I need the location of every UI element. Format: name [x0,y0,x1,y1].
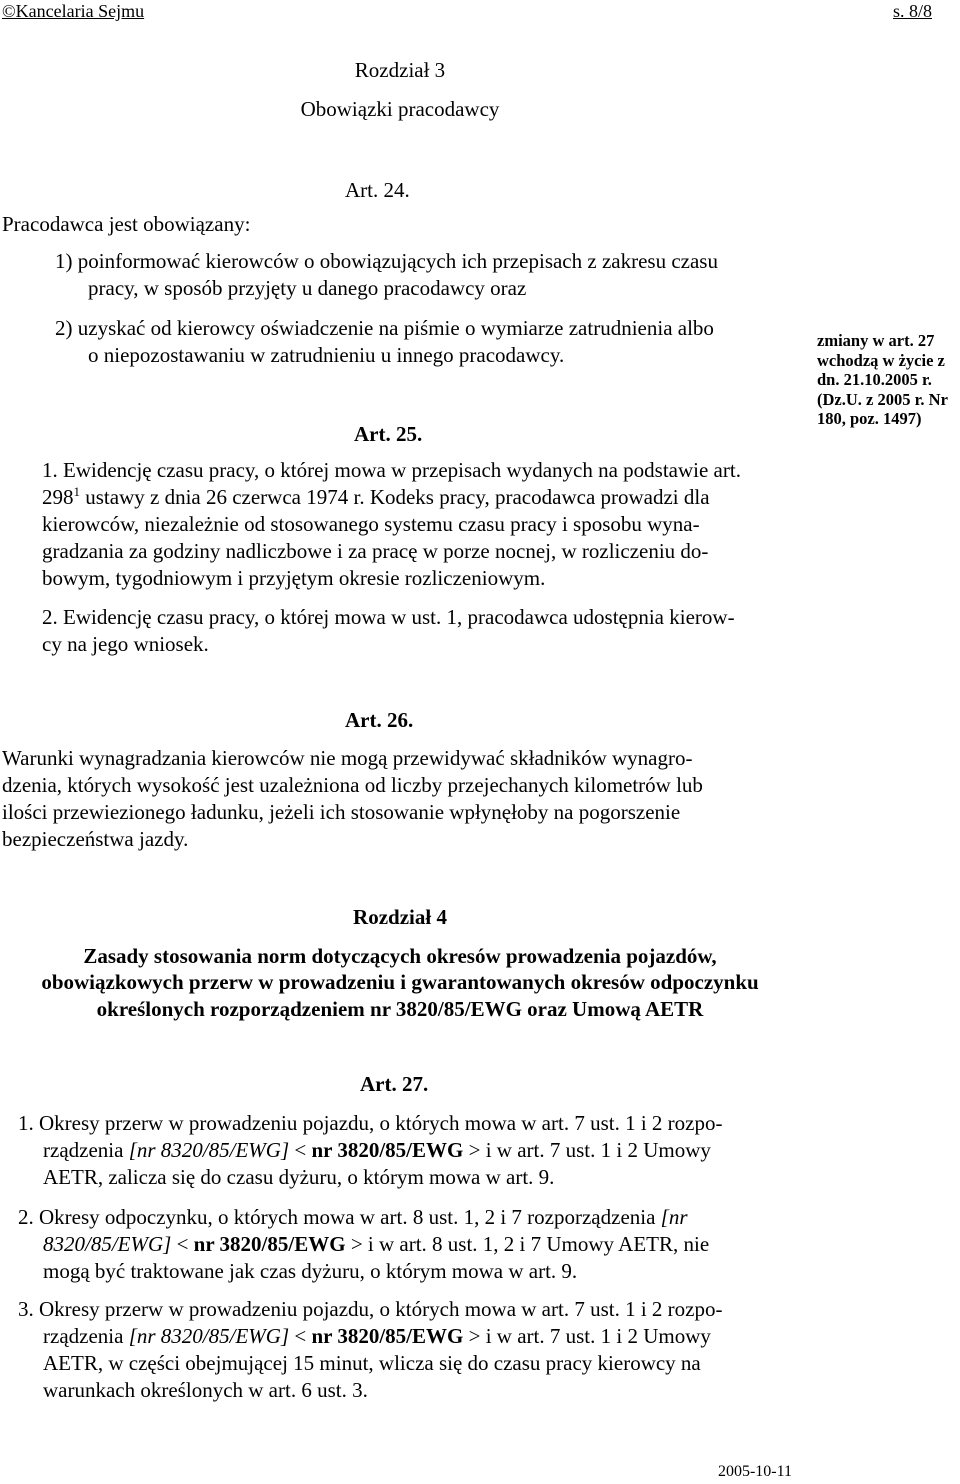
margin-note: zmiany w art. 27 wchodzą w życie z dn. 21.10.2005 r. (Dz.U. z 2005 r. Nr 180, poz. 1497) [817,331,948,428]
art-25-p1-line: 1. Ewidencję czasu pracy, o której mowa w przepisach wydanych na podstawie art. [42,458,741,482]
deleted-text: 8320/85/EWG] [43,1232,172,1256]
article-number: 298 [42,485,74,509]
art-26-line: Warunki wynagradzania kierowców nie mogą przewidywać składników wynagro- [2,746,693,770]
art-27-p1-line: AETR, zalicza się do czasu dyżuru, o którym mowa w art. 9. [43,1165,555,1189]
deleted-text: [nr 8320/85/EWG] [128,1324,290,1348]
art-25-p1-line: kierowców, niezależnie od stosowanego systemu czasu pracy i sposobu wyna- [42,512,700,536]
art-27-paragraph-3 [18,1296,798,1404]
art-24-item-1-line: 1) poinformować kierowców o obowiązujących ich przepisach z zakresu czasu [55,249,718,273]
copyright-header: ©Kancelaria Sejmu [2,1,145,21]
inserted-text: nr 3820/85/EWG [311,1138,464,1162]
art-27-p3-line: warunkach określonych w art. 6 ust. 3. [43,1378,368,1402]
art-24-item-2 [55,315,795,369]
deleted-text: [nr 8320/85/EWG] [128,1138,290,1162]
art-24-item-2-line: 2) uzyskać od kierowcy oświadczenie na piśmie o wymiarze zatrudnienia albo [55,316,714,340]
inserted-text: nr 3820/85/EWG [193,1232,346,1256]
art-24-intro: Pracodawca jest obowiązany: [2,212,251,236]
chapter-3-title: Rozdział 3 [354,58,446,82]
art-24-heading: Art. 24. [345,178,410,202]
art-26-paragraph [2,745,792,853]
art-25-heading: Art. 25. [354,422,423,446]
art-27-p1-line: 1. Okresy przerw w prowadzeniu pojazdu, o których mowa w art. 7 ust. 1 i 2 rozpo- [18,1111,723,1135]
art-24-item-1-line: pracy, w sposób przyjęty u danego pracodawcy oraz [88,276,527,300]
page-number-link[interactable]: s. 8/8 [892,1,932,21]
chapter-4-subtitle-line: Zasady stosowania norm dotyczących okresów prowadzenia pojazdów, [83,944,717,968]
art-24-item-1 [55,248,795,302]
text-run: rządzenia [43,1138,129,1162]
chapter-4-title: Rozdział 4 [353,905,447,929]
deleted-text: [nr [660,1205,688,1229]
art-27-paragraph-1 [18,1110,798,1191]
text-run: < [289,1138,312,1162]
art-26-line: dzenia, których wysokość jest uzależniona od liczby przejechanych kilometrów lub [2,773,703,797]
art-25-p1-line: bowym, tygodniowym i przyjętym okresie rozliczeniowym. [42,566,546,590]
art-27-p1-line [18,1137,798,1164]
art-27-p2-line [18,1204,798,1231]
art-27-p3-line [18,1323,798,1350]
art-26-line: bezpieczeństwa jazdy. [2,827,189,851]
inserted-text: nr 3820/85/EWG [311,1324,464,1348]
page-number[interactable] [893,0,932,22]
footer-date: 2005-10-11 [717,1463,792,1480]
art-25-p2-line: 2. Ewidencję czasu pracy, o której mowa w ust. 1, pracodawca udostępnia kierow- [42,605,735,629]
art-27-p2-line: mogą być traktowane jak czas dyżuru, o którym mowa w art. 9. [43,1259,578,1283]
chapter-4-subtitle-line: obowiązkowych przerw w prowadzeniu i gwarantowanych okresów odpoczynku [41,970,759,994]
art-25-paragraph-2 [2,604,792,658]
text-run: > i w art. 7 ust. 1 i 2 Umowy [463,1324,711,1348]
text-run: rządzenia [43,1324,129,1348]
chapter-3-subtitle: Obowiązki pracodawcy [300,97,500,121]
chapter-4-subtitle-line: określonych rozporządzeniem nr 3820/85/EWG oraz Umową AETR [96,997,704,1021]
art-25-p1-line [2,484,792,511]
art-27-heading: Art. 27. [360,1072,429,1096]
art-25-p2-line: cy na jego wniosek. [42,632,209,656]
text-run: > i w art. 8 ust. 1, 2 i 7 Umowy AETR, nie [345,1232,710,1256]
text-run: 2. Okresy odpoczynku, o których mowa w art. 8 ust. 1, 2 i 7 rozporządzenia [18,1205,661,1229]
art-25-p1-line: gradzania za godziny nadliczbowe i za pracę w porze nocnej, w rozliczeniu do- [42,539,709,563]
text-run: > i w art. 7 ust. 1 i 2 Umowy [463,1138,711,1162]
art-27-p2-line [18,1231,798,1258]
superscript: 1 [73,484,80,499]
text-run: ustawy z dnia 26 czerwca 1974 r. Kodeks pracy, pracodawca prowadzi dla [80,485,710,509]
art-27-p3-line: AETR, w części obejmującej 15 minut, wlicza się do czasu pracy kierowcy na [43,1351,701,1375]
art-27-paragraph-2 [18,1204,798,1285]
text-run: < [289,1324,312,1348]
art-27-p3-line: 3. Okresy przerw w prowadzeniu pojazdu, o których mowa w art. 7 ust. 1 i 2 rozpo- [18,1297,723,1321]
text-run: < [171,1232,194,1256]
art-25-paragraph-1 [2,457,792,592]
art-26-line: ilości przewiezionego ładunku, jeżeli ich stosowanie wpłynęłoby na pogorszenie [2,800,681,824]
art-24-item-2-line: o niepozostawaniu w zatrudnieniu u innego pracodawcy. [88,343,565,367]
art-26-heading: Art. 26. [345,708,414,732]
